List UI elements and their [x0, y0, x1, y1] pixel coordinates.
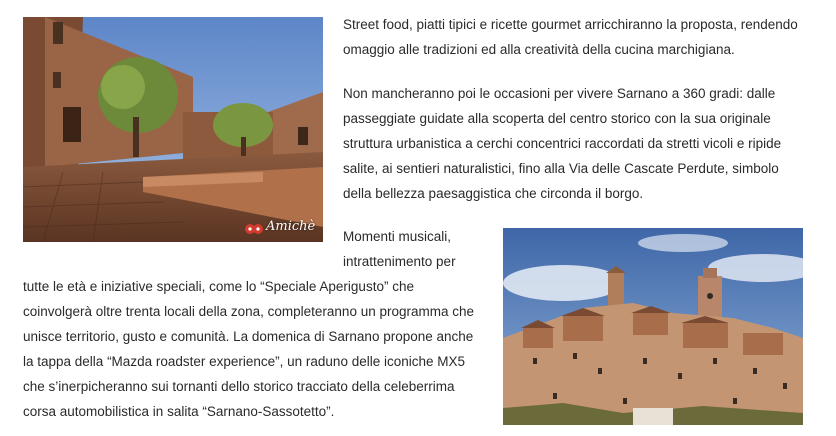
paragraph-events-start: Momenti musicali, intrattenimento per	[343, 229, 456, 269]
street-photo	[23, 17, 323, 242]
town-photo	[503, 228, 803, 425]
paragraph-food: Street food, piatti tipici e ricette gourmet arricchiranno la proposta, rendendo omaggio alle tradizioni ed alla creatività della cucina marchigiana.	[343, 17, 798, 57]
watermark-logo	[245, 222, 263, 236]
paragraph-events: tutte le età e iniziative speciali, come lo “Speciale Aperigusto” che coinvolgerà oltre trenta locali della zona, completeranno un programma che unisce territorio, gusto e comunità. La domenica di Sarnano propone anche la tappa della “Mazda roadster experience”, un raduno delle iconiche MX5 che s’inerpicheranno sui tornanti dello storico tracciato della celeberrima corsa automobilistica in salita “Sarnano-Sassotetto”.	[23, 279, 475, 419]
paragraph-visit: Non mancheranno poi le occasioni per vivere Sarnano a 360 gradi: dalle passeggiate guidate alla scoperta del centro storico con la sua originale struttura urbanistica a cerchi concentrici raccordati da stretti vicoli e ripide salite, ai sentieri naturalistici, fino alla Via delle Cascate Perdute, simbolo della bellezza paesaggistica che circonda il borgo.	[343, 86, 782, 201]
watermark-text: Amichè	[266, 219, 316, 234]
